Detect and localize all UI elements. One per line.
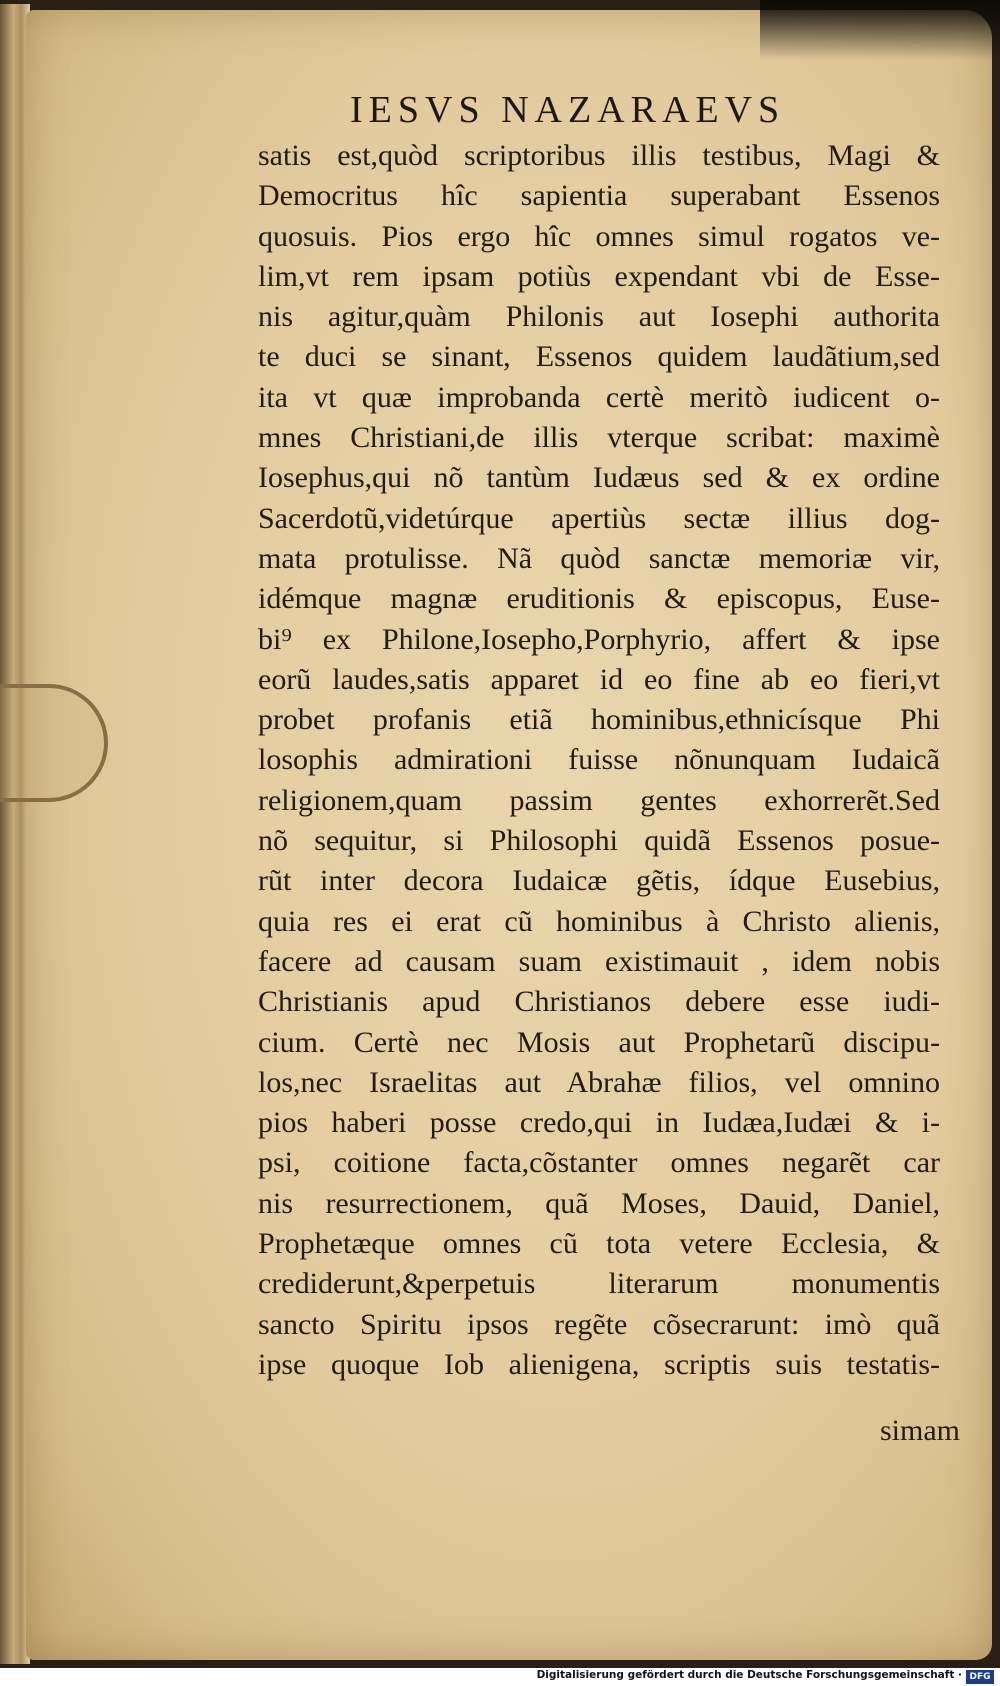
text-line: idémque magnæ eruditionis & episcopus, Euse- [258,582,940,616]
text-line: nis agitur,quàm Philonis aut Iosephi authorita [258,300,940,334]
text-line: Democritus hîc sapientia superabant Essenos [258,179,940,213]
text-line: probet profanis etiã hominibus,ethnicísque Phi [258,703,940,737]
text-line: bi⁹ ex Philone,Iosepho,Porphyrio, affert & ipse [258,622,940,656]
catchword: simam [880,1414,960,1447]
text-line: psi, coitione facta,cõstanter omnes negarẽt car [258,1146,940,1180]
scan-shadow [760,0,1000,60]
text-line: mata protulisse. Nã quòd sanctæ memoriæ vir, [258,541,940,575]
text-line: mnes Christiani,de illis vterque scribat: maximè [258,421,940,455]
text-line: los,nec Israelitas aut Abrahæ filios, vel omnino [258,1065,940,1099]
text-line: pios haberi posse credo,qui in Iudæa,Iudæi & i- [258,1106,940,1140]
text-line: religionem,quam passim gentes exhorrerẽt.Sed [258,783,940,817]
text-line: rũt inter decora Iudaicæ gẽtis, ídque Eusebius, [258,864,940,898]
text-line: facere ad causam suam existimauit , idem nobis [258,944,940,978]
text-line: quosuis. Pios ergo hîc omnes simul rogatos ve- [258,219,940,253]
text-line: crediderunt,&perpetuis literarum monumentis [258,1267,940,1301]
text-line: te duci se sinant, Essenos quidem laudãtium,sed [258,340,940,374]
text-line: losophis admirationi fuisse nõnunquam Iudaicã [258,743,940,777]
text-line: satis est,quòd scriptoribus illis testibus, Magi & [258,139,940,172]
text-line: lim,vt rem ipsam potiùs expendant vbi de Esse- [258,259,940,293]
funding-credit: Digitalisierung gefördert durch die Deutsche Forschungsgemeinschaft · [536,1669,962,1681]
text-line: eorũ laudes,satis apparet id eo fine ab eo fieri,vt [258,662,940,696]
dfg-logo: DFG [966,1670,994,1684]
text-line: nis resurrectionem, quã Moses, Dauid, Daniel, [258,1186,940,1220]
running-head: IESVS NAZARAEVS [350,89,786,131]
text-line: Sacerdotũ,videtúrque apertiùs sectæ illius dog- [258,501,940,535]
text-line: cium. Certè nec Mosis aut Prophetarũ discipu- [258,1025,940,1059]
text-line: ita vt quæ improbanda certè meritò iudicent o- [258,380,940,414]
text-line: nõ sequitur, si Philosophi quidã Essenos posue- [258,824,940,858]
text-line: Iosephus,qui nõ tantùm Iudæus sed & ex ordine [258,461,940,495]
text-line: quia res ei erat cũ hominibus à Christo alienis, [258,904,940,938]
text-line: sancto Spiritu ipsos regẽte cõsecrarunt: imò quã [258,1307,940,1341]
text-line: ipse quoque Iob alienigena, scriptis suis testatis- [258,1347,940,1381]
body-text [258,136,940,1385]
text-line: Christianis apud Christianos debere esse iudi- [258,985,940,1019]
text-line: Prophetæque omnes cũ tota vetere Ecclesia, & [258,1227,940,1261]
